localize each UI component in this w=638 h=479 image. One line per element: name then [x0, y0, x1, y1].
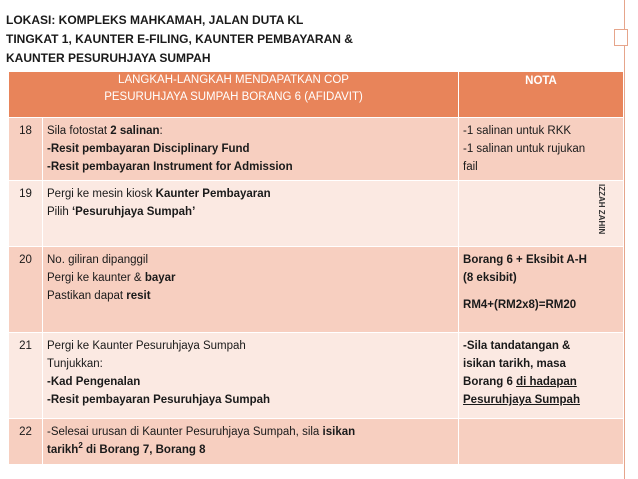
header-floor-counters: TINGKAT 1, KAUNTER E-FILING, KAUNTER PEMBAYARAN &	[6, 32, 353, 46]
step-text: Pastikan dapat	[47, 290, 127, 302]
step-text-bold: isikan	[322, 426, 356, 438]
step-description	[43, 333, 459, 419]
table-row	[9, 333, 624, 419]
step-text-bold: -Resit pembayaran Pesuruhjaya Sumpah	[47, 394, 271, 406]
note-text: -1 salinan untuk RKK	[463, 125, 572, 137]
note-text-bold: isikan tarikh, masa	[463, 358, 566, 370]
table-header-row	[9, 72, 624, 118]
step-text-bold: Kaunter Pembayaran	[155, 188, 271, 200]
step-description	[43, 181, 459, 247]
note-text-bold: Borang 6	[463, 376, 517, 388]
column-header-steps-line1: LANGKAH-LANGKAH MENDAPATKAN COP	[118, 74, 349, 86]
step-text: -Selesai urusan di Kaunter Pesuruhjaya Sumpah, sila	[47, 426, 323, 438]
step-text-bold: -Resit pembayaran Instrument for Admission	[47, 161, 293, 173]
step-text: Sila fotostat	[47, 125, 111, 137]
table-row	[9, 118, 624, 181]
table-row	[9, 181, 624, 247]
step-description	[43, 419, 459, 465]
note-text-underlined: Pesuruhjaya Sumpah	[463, 394, 580, 406]
slide-header	[6, 11, 446, 68]
header-counter-commissioner: KAUNTER PESURUHJAYA SUMPAH	[6, 51, 211, 65]
step-number: 21	[9, 333, 43, 419]
header-location: LOKASI: KOMPLEKS MAHKAMAH, JALAN DUTA KL	[6, 13, 304, 27]
step-description	[43, 118, 459, 181]
note-text: -1 salinan untuk rujukan	[463, 143, 586, 155]
column-header-steps-line2: PESURUHJAYA SUMPAH BORANG 6 (AFIDAVIT)	[104, 91, 363, 103]
footnote-marker: 2	[78, 441, 83, 451]
step-text-bold: ‘Pesuruhjaya Sumpah’	[71, 206, 196, 218]
fee-calculation: RM4+(RM2x8)=RM20	[463, 299, 577, 311]
step-text: Pergi ke kaunter &	[47, 272, 145, 284]
step-text-bold: di Borang 7, Borang 8	[82, 444, 206, 456]
step-text-bold: bayar	[144, 272, 176, 284]
steps-table	[8, 71, 624, 465]
step-description	[43, 247, 459, 333]
step-note	[459, 419, 624, 465]
step-number: 22	[9, 419, 43, 465]
step-number: 19	[9, 181, 43, 247]
step-number: 18	[9, 118, 43, 181]
column-header-notes: NOTA	[459, 72, 624, 118]
table-row	[9, 419, 624, 465]
note-text-bold: -Sila tandatangan &	[463, 340, 571, 352]
step-text-bold: -Resit pembayaran Disciplinary Fund	[47, 143, 250, 155]
step-text: Pilih	[47, 206, 72, 218]
note-text-bold: Borang 6 + Eksibit A-H	[463, 254, 587, 266]
step-text: Tunjukkan:	[47, 358, 103, 370]
step-text: Pergi ke mesin kiosk	[47, 188, 156, 200]
step-text-bold: 2 salinan	[110, 125, 160, 137]
note-text-underlined: di hadapan	[516, 376, 577, 388]
note-text: fail	[463, 161, 478, 173]
slide-corner-decoration	[614, 29, 628, 46]
step-text: No. giliran dipanggil	[47, 254, 149, 266]
step-text: Pergi ke Kaunter Pesuruhjaya Sumpah	[47, 340, 246, 352]
step-text-bold: -Kad Pengenalan	[47, 376, 141, 388]
step-note	[459, 247, 624, 333]
table-row	[9, 247, 624, 333]
step-text: :	[159, 125, 163, 137]
slide-right-border	[624, 0, 625, 479]
step-text-bold: resit	[126, 290, 151, 302]
column-header-steps	[9, 72, 459, 118]
step-text-bold: tarikh	[47, 444, 79, 456]
step-number: 20	[9, 247, 43, 333]
step-note	[459, 333, 624, 419]
note-text-bold: (8 eksibit)	[463, 272, 517, 284]
step-note	[459, 118, 624, 181]
author-watermark: IZZAH ZAHIN	[597, 184, 606, 235]
